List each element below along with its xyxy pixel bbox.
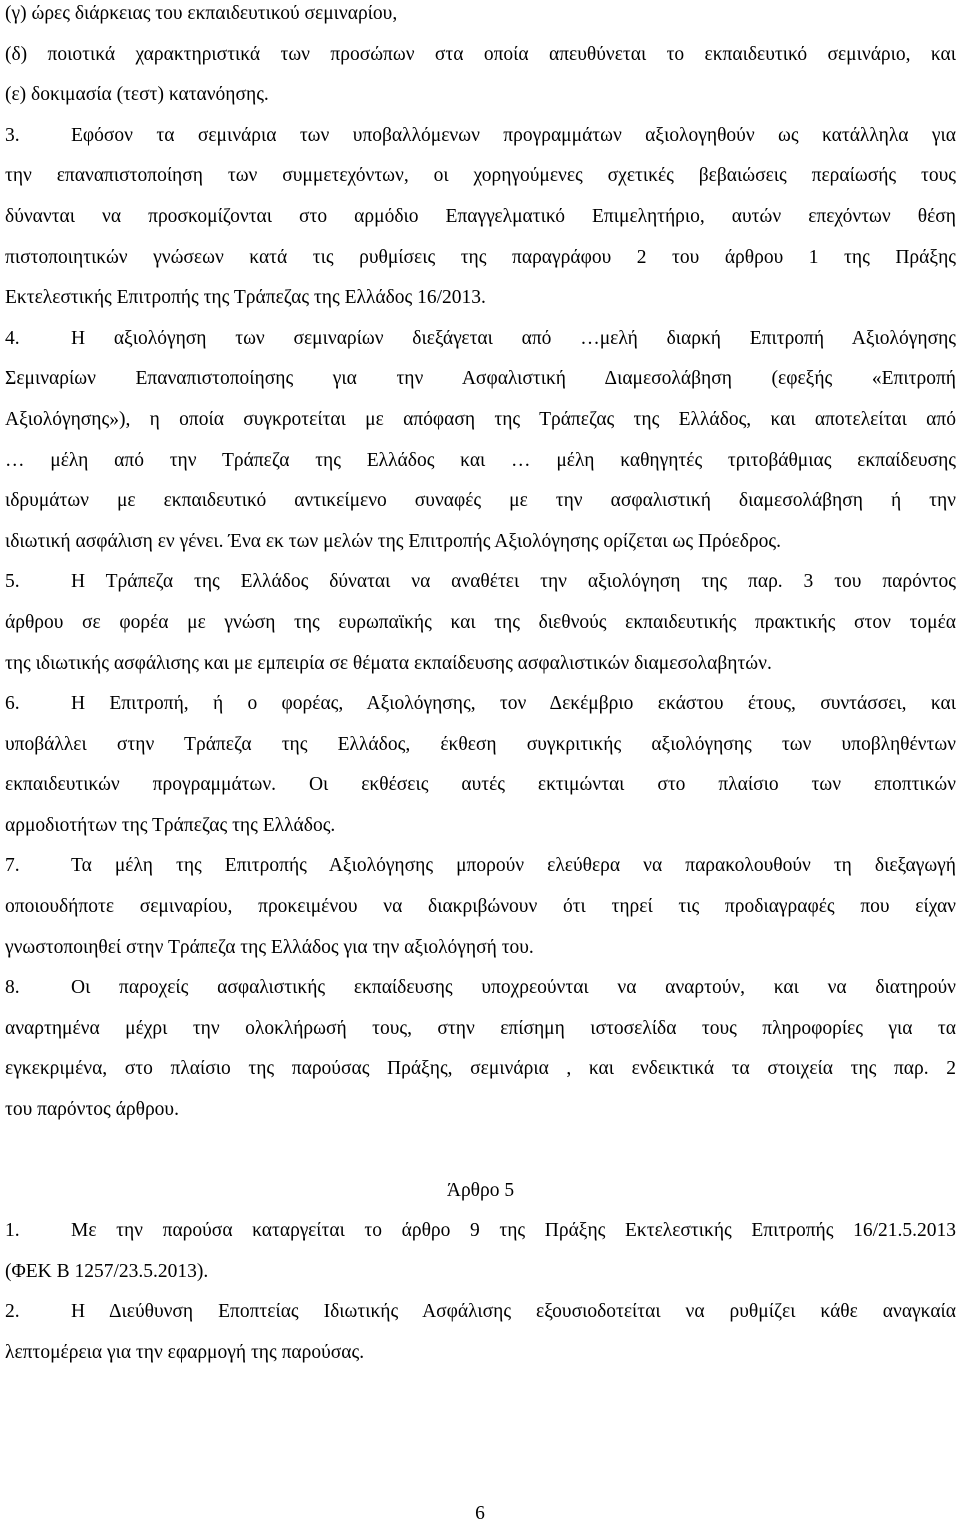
paragraph-line: Αξιολόγησης»), η οποία συγκροτείται με απόφαση της Τράπεζας της Ελλάδος, και αποτελείται από	[5, 408, 956, 430]
article-heading: Άρθρο 5	[446, 1179, 515, 1201]
paragraph-number: 2.	[5, 1301, 20, 1323]
paragraph-text: Η Τράπεζα της Ελλάδος δύναται να αναθέτει την αξιολόγηση της παρ. 3 του παρόντος	[71, 571, 956, 593]
paragraph-number: 8.	[5, 977, 20, 999]
paragraph-line: οποιουδήποτε σεμιναρίου, προκειμένου να διακριβώνουν ότι τηρεί τις προδιαγραφές που είχαν	[5, 896, 956, 918]
paragraph-text: Εφόσον τα σεμινάρια των υποβαλλόμενων προγραμμάτων αξιολογηθούν ως κατάλληλα για	[71, 124, 956, 146]
paragraph-text: Τα μέλη της Επιτροπής Αξιολόγησης μπορούν ελεύθερα να παρακολουθούν τη διεξαγωγή	[71, 855, 956, 877]
paragraph-line: Εκτελεστικής Επιτροπής της Τράπεζας της Ελλάδος 16/2013.	[5, 287, 486, 309]
paragraph-line: γνωστοποιηθεί στην Τράπεζα της Ελλάδος για την αξιολόγησή του.	[5, 936, 534, 958]
paragraph-line: του παρόντος άρθρου.	[5, 1099, 179, 1121]
paragraph-number: 6.	[5, 693, 20, 715]
paragraph-number: 4.	[5, 327, 20, 349]
paragraph-line: (ΦΕΚ Β 1257/23.5.2013).	[5, 1260, 209, 1282]
paragraph-line: υποβάλλει στην Τράπεζα της Ελλάδος, έκθεση συγκριτικής αξιολόγησης των υποβληθέντων	[5, 733, 956, 755]
paragraph-text: Η Επιτροπή, ή ο φορέας, Αξιολόγησης, τον Δεκέμβριο εκάστου έτους, συντάσσει, και	[71, 693, 956, 715]
paragraph-text: Η αξιολόγηση των σεμιναρίων διεξάγεται από …μελή διαρκή Επιτροπή Αξιολόγησης	[71, 327, 956, 349]
paragraph-line: αρμοδιοτήτων της Τράπεζας της Ελλάδος.	[5, 814, 336, 836]
page-number: 6	[475, 1503, 485, 1524]
paragraph-line: δύνανται να προσκομίζονται στο αρμόδιο Επαγγελματικό Επιμελητήριο, αυτών επεχόντων θέση	[5, 205, 956, 227]
section-spacer	[5, 1131, 956, 1171]
paragraph-number: 3.	[5, 124, 20, 146]
paragraph-6	[5, 684, 956, 846]
paragraph-line: εκπαιδευτικών προγραμμάτων. Οι εκθέσεις αυτές εκτιμώνται στο πλαίσιο των εποπτικών	[5, 774, 956, 796]
list-item-d: (δ) ποιοτικά χαρακτηριστικά των προσώπων στα οποία απευθύνεται το εκπαιδευτικό σεμινάριο, και	[5, 43, 956, 65]
paragraph-line: Σεμιναρίων Επαναπιστοποίησης για την Ασφαλιστική Διαμεσολάβηση (εφεξής «Επιτροπή	[5, 368, 956, 390]
paragraph-8	[5, 968, 956, 1130]
paragraph-text: Οι παροχείς ασφαλιστικής εκπαίδευσης υποχρεούνται να αναρτούν, και να διατηρούν	[71, 977, 956, 999]
paragraph-text: Η Διεύθυνση Εποπτείας Ιδιωτικής Ασφάλισης εξουσιοδοτείται να ρυθμίζει κάθε αναγκαία	[71, 1301, 956, 1323]
paragraph-line: την επαναπιστοποίηση των συμμετεχόντων, οι χορηγούμενες σχετικές βεβαιώσεις περαίωσής τους	[5, 165, 956, 187]
list-item-g: (γ) ώρες διάρκειας του εκπαιδευτικού σεμιναρίου,	[5, 3, 398, 24]
paragraph-number: 7.	[5, 855, 20, 877]
paragraph-line: ιδιωτική ασφάλιση εν γένει. Ένα εκ των μελών της Επιτροπής Αξιολόγησης ορίζεται ως Πρόεδρος.	[5, 530, 781, 552]
paragraph-line: άρθρου σε φορέα με γνώση της ευρωπαϊκής και της διεθνούς εκπαιδευτικής πρακτικής στον τομέα	[5, 611, 956, 633]
paragraph-number: 1.	[5, 1220, 20, 1242]
paragraph-4	[5, 319, 956, 563]
paragraph-line: … μέλη από την Τράπεζα της Ελλάδος και … μέλη καθηγητές τριτοβάθμιας εκπαίδευσης	[5, 449, 956, 471]
paragraph-line: ιδρυμάτων με εκπαιδευτικό αντικείμενο συναφές με την ασφαλιστική διαμεσολάβηση ή την	[5, 490, 956, 512]
paragraph-line: πιστοποιητικών γνώσεων κατά τις ρυθμίσεις της παραγράφου 2 του άρθρου 1 της Πράξης	[5, 246, 956, 268]
paragraph-line: λεπτομέρεια για την εφαρμογή της παρούσας.	[5, 1342, 365, 1363]
paragraph-line: της ιδιωτικής ασφάλισης και με εμπειρία σε θέματα εκπαίδευσης ασφαλιστικών διαμεσολαβητών.	[5, 652, 772, 674]
paragraph-line: εγκεκριμένα, στο πλαίσιο της παρούσας Πράξης, σεμινάρια , και ενδεικτικά τα στοιχεία της παρ. 2	[5, 1058, 956, 1080]
article-5-paragraph-1	[5, 1211, 956, 1292]
document-page	[5, 0, 956, 1374]
paragraph-text: Με την παρούσα καταργείται το άρθρο 9 της Πράξης Εκτελεστικής Επιτροπής 16/21.5.2013	[71, 1220, 956, 1242]
paragraph-number: 5.	[5, 571, 20, 593]
paragraph-7	[5, 846, 956, 968]
paragraph-line: αναρτημένα μέχρι την ολοκλήρωσή τους, στην επίσημη ιστοσελίδα τους πληροφορίες για τα	[5, 1017, 956, 1039]
paragraph-3	[5, 116, 956, 319]
list-item-e: (ε) δοκιμασία (τεστ) κατανόησης.	[5, 84, 269, 106]
article-5-paragraph-2	[5, 1292, 956, 1373]
paragraph-5	[5, 562, 956, 684]
